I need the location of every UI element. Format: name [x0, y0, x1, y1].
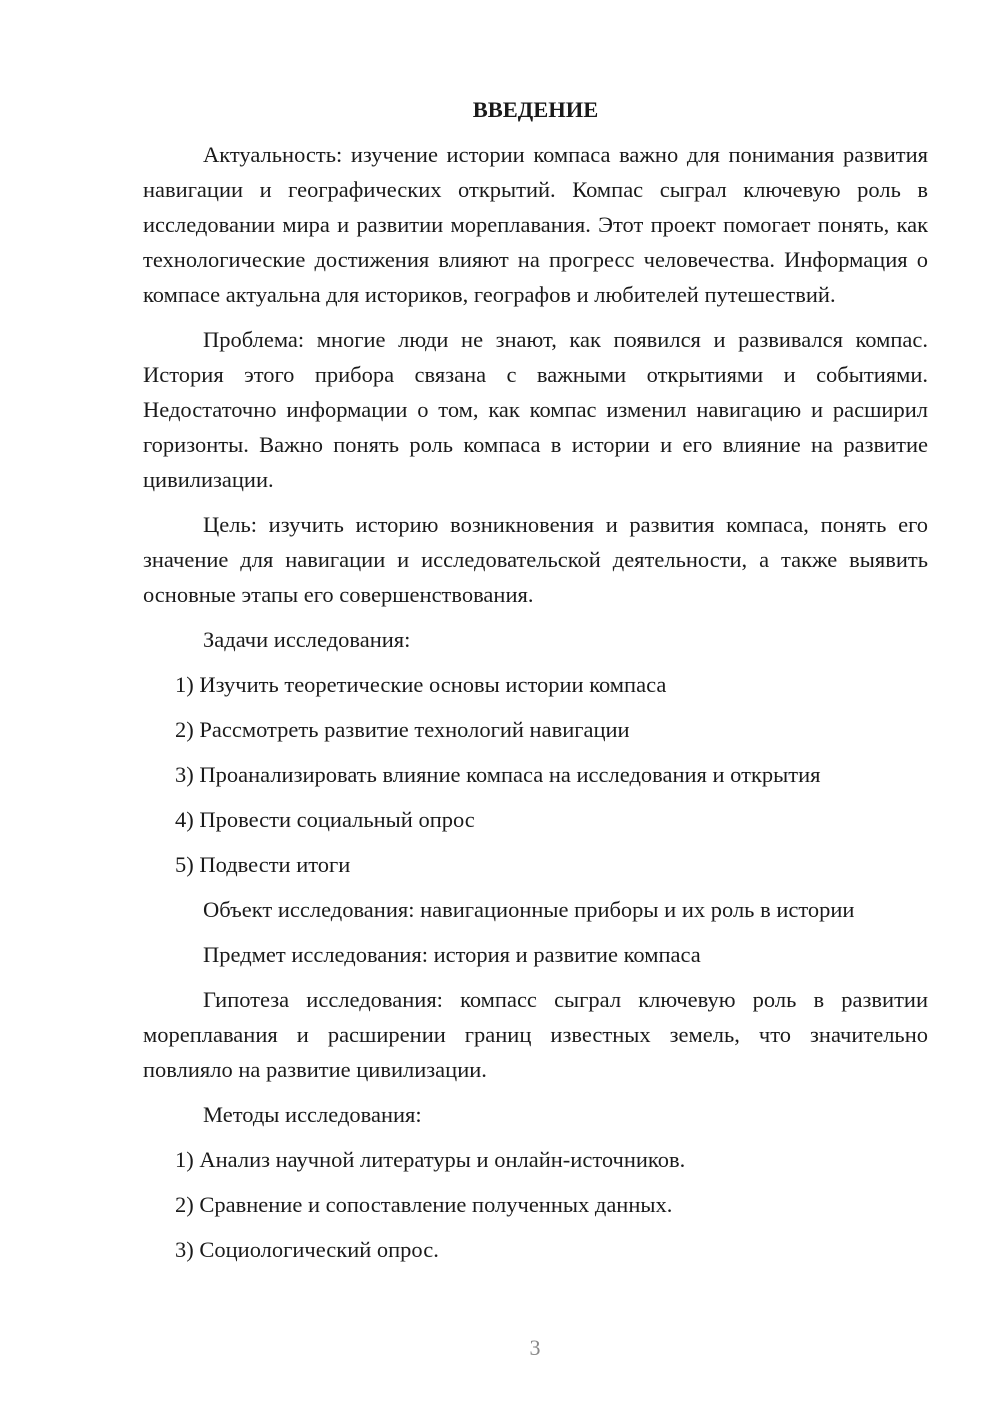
object-line: Объект исследования: навигационные приборы и их роль в истории	[203, 897, 855, 922]
relevance-paragraph: Актуальность: изучение истории компаса важно для понимания развития навигации и географических открытий. Компас сыграл ключевую роль в исследовании мира и развитии мореплавания. Этот проект помогает понять, как технологические достижения влияют на прогресс человечества. Информация о компасе актуальна для историков, географов и любителей путешествий.	[143, 142, 928, 307]
list-item: 2) Рассмотреть развитие технологий навигации	[175, 717, 630, 742]
hypothesis-paragraph: Гипотеза исследования: компасс сыграл ключевую роль в развитии мореплавания и расширении границ известных земель, что значительно повлияло на развитие цивилизации.	[143, 987, 928, 1082]
list-item: 1) Анализ научной литературы и онлайн-источников.	[175, 1147, 686, 1172]
tasks-list	[143, 667, 928, 882]
list-item: 1) Изучить теоретические основы истории компаса	[175, 672, 667, 697]
page-number: 3	[529, 1335, 541, 1360]
list-item: 2) Сравнение и сопоставление полученных данных.	[175, 1192, 673, 1217]
page-title: ВВЕДЕНИЕ	[472, 97, 599, 122]
problem-paragraph: Проблема: многие люди не знают, как появился и развивался компас. История этого прибора связана с важными открытиями и событиями. Недостаточно информации о том, как компас изменил навигацию и расширил горизонты. Важно понять роль компаса в истории и его влияние на развитие цивилизации.	[143, 327, 928, 492]
methods-list	[143, 1142, 928, 1267]
tasks-label: Задачи исследования:	[203, 627, 411, 652]
goal-paragraph: Цель: изучить историю возникновения и развития компаса, понять его значение для навигации и исследовательской деятельности, а также выявить основные этапы его совершенствования.	[143, 512, 928, 607]
list-item: 3) Социологический опрос.	[175, 1237, 439, 1262]
list-item: 3) Проанализировать влияние компаса на исследования и открытия	[175, 762, 821, 787]
list-item: 4) Провести социальный опрос	[175, 807, 475, 832]
document-page	[143, 92, 928, 1277]
subject-line: Предмет исследования: история и развитие компаса	[203, 942, 701, 967]
list-item: 5) Подвести итоги	[175, 852, 351, 877]
methods-label: Методы исследования:	[203, 1102, 422, 1127]
